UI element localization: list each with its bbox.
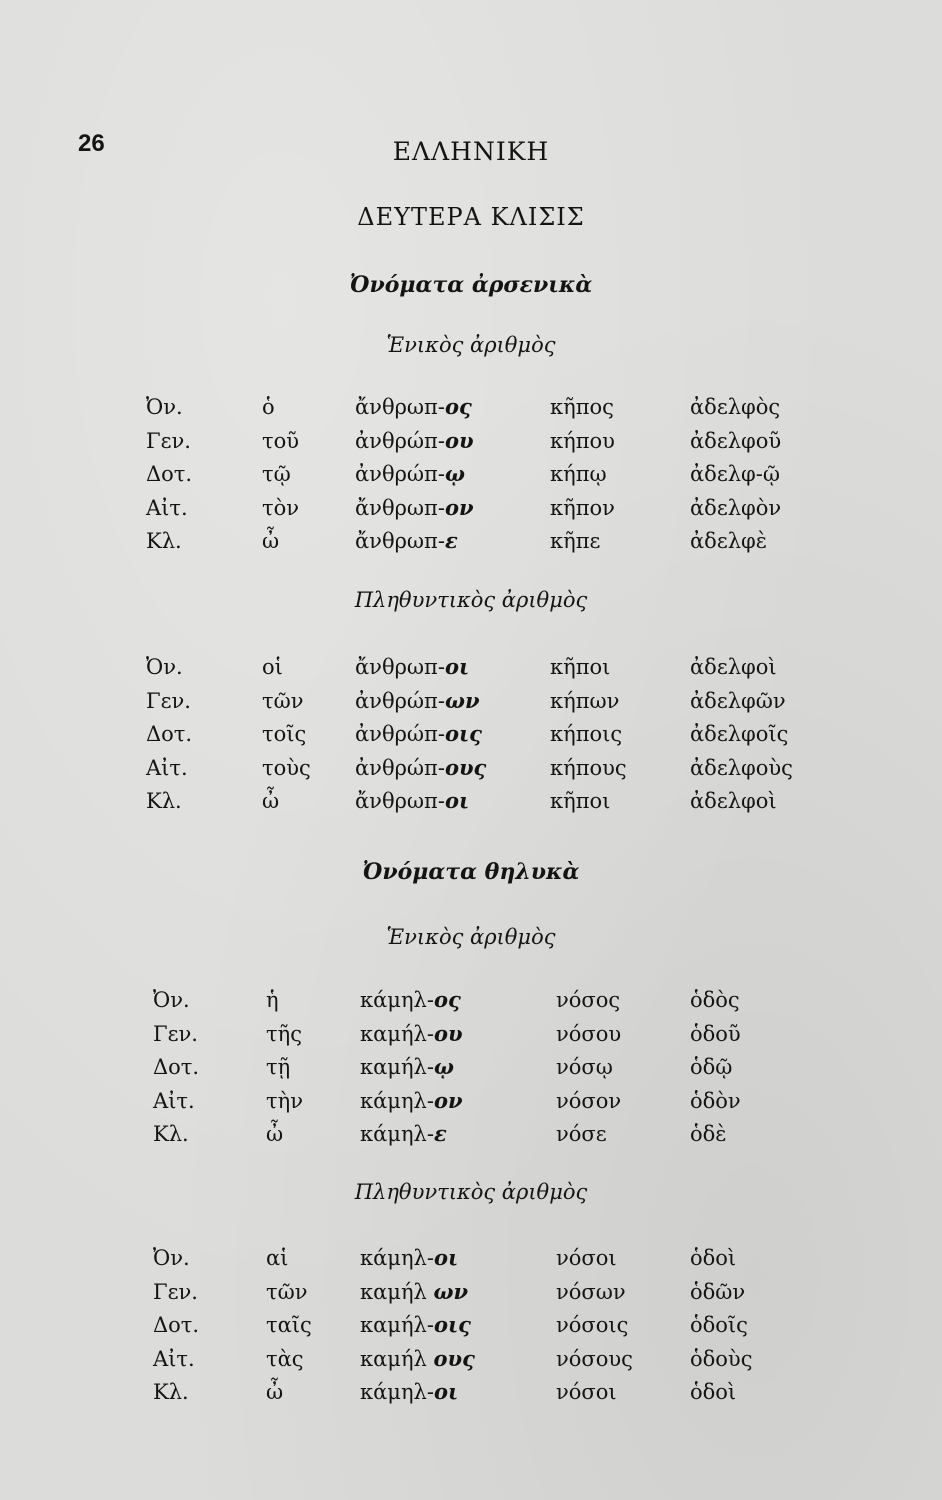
word-stem: ἀνθρώπ- — [355, 755, 445, 780]
paradigm-word — [360, 1344, 475, 1374]
word-ending: ος — [433, 987, 461, 1012]
case-label: Δοτ. — [146, 722, 193, 746]
table-row — [0, 1119, 942, 1153]
article: τῷ — [262, 462, 291, 486]
paradigm-word-3: ὁδὸν — [690, 1088, 741, 1113]
paradigm-word-3: ἀδελφοὶ — [690, 655, 777, 679]
paradigm-word-3: ὁδὸς — [690, 988, 740, 1012]
masculine-singular-label: Ἑνικὸς ἀριθμὸς — [386, 333, 556, 357]
table-row — [0, 426, 942, 460]
masculine-heading: Ὀνόματα ἀρσενικὰ — [349, 272, 593, 298]
table-row — [0, 786, 942, 820]
article: τὸν — [262, 495, 300, 520]
word-stem: ἀνθρώπ- — [355, 722, 445, 746]
word-ending: οις — [444, 721, 482, 746]
paradigm-word — [355, 392, 472, 422]
paradigm-word — [355, 459, 465, 489]
word-ending: οι — [433, 1379, 459, 1404]
case-label: Κλ. — [153, 1122, 189, 1146]
case-label: Αἰτ. — [146, 495, 188, 520]
paradigm-word-3: ὁδοῖς — [690, 1313, 748, 1337]
table-row — [0, 1344, 942, 1378]
article: οἱ — [262, 655, 283, 679]
paradigm-word-3: ἀδελφοῦ — [690, 428, 782, 453]
case-label: Ὀν. — [146, 395, 183, 419]
paradigm-word — [355, 786, 469, 816]
article: τοὺς — [262, 755, 311, 780]
paradigm-word-2: νόσων — [556, 1279, 626, 1304]
word-ending: ε — [444, 528, 458, 553]
paradigm-word-2: νόσους — [556, 1346, 633, 1371]
paradigm-word — [360, 1310, 471, 1340]
case-label: Ὀν. — [153, 1246, 190, 1270]
word-stem: κάμηλ- — [360, 1088, 434, 1113]
article: τὰς — [266, 1346, 304, 1371]
running-head: ΕΛΛΗΝΙΚΗ — [392, 137, 550, 166]
table-row — [0, 1377, 942, 1411]
chapter-title: ΔΕΥΤΕΡΑ ΚΛΙΣΙΣ — [357, 203, 585, 231]
paradigm-word — [360, 1377, 458, 1407]
article: ὁ — [262, 395, 275, 419]
article: τοῖς — [262, 722, 307, 746]
table-row — [0, 1310, 942, 1344]
paradigm-word — [355, 426, 474, 456]
table-row — [0, 392, 942, 426]
paradigm-word-2: νόσοις — [556, 1313, 629, 1337]
article: ὦ — [266, 1380, 284, 1404]
word-ending: ους — [433, 1345, 475, 1371]
feminine-heading: Ὀνόματα θηλυκὰ — [362, 859, 580, 885]
feminine-plural-label: Πληθυντικὸς ἀριθμὸς — [354, 1180, 588, 1204]
table-row — [0, 493, 942, 527]
paradigm-word-3: ὁδοὶ — [690, 1246, 737, 1270]
paradigm-word-2: κήποις — [550, 722, 623, 746]
paradigm-word-2: κῆποι — [550, 789, 611, 813]
feminine-singular-table — [0, 985, 942, 1153]
masculine-plural-table — [0, 652, 942, 820]
paradigm-word — [355, 652, 469, 682]
word-stem: καμήλ — [360, 1279, 434, 1304]
paradigm-word — [360, 1052, 454, 1082]
word-ending: ος — [444, 394, 472, 419]
word-stem: καμήλ- — [360, 1313, 434, 1337]
word-stem: ἄνθρωπ- — [355, 395, 445, 419]
word-stem: ἄνθρωπ- — [355, 529, 445, 553]
article: ἡ — [266, 988, 279, 1012]
word-stem: καμήλ- — [360, 1055, 434, 1079]
word-stem: ἀνθρώπ- — [355, 428, 445, 453]
paradigm-word-3: ἀδελφοὺς — [690, 755, 793, 780]
paradigm-word-3: ἀδελφοὶ — [690, 789, 777, 813]
paradigm-word-2: κήπων — [550, 688, 620, 713]
paradigm-word-2: νόσε — [556, 1122, 607, 1146]
table-row — [0, 753, 942, 787]
paradigm-word-3: ἀδελφὲ — [690, 529, 767, 553]
case-label: Ὀν. — [146, 655, 183, 679]
case-label: Δοτ. — [153, 1313, 200, 1337]
paradigm-word-2: νόσον — [556, 1088, 622, 1113]
word-ending: ῳ — [433, 1054, 454, 1079]
table-row — [0, 526, 942, 560]
word-stem: ἀνθρώπ- — [355, 688, 445, 713]
paradigm-word-3: ἀδελφῶν — [690, 688, 786, 713]
paradigm-word-2: κῆπος — [550, 395, 614, 419]
article: τῆς — [266, 1021, 302, 1046]
paradigm-word-3: ὁδῶν — [690, 1279, 746, 1304]
word-ending: ων — [433, 1278, 469, 1304]
word-ending: ου — [444, 427, 474, 453]
case-label: Γεν. — [146, 428, 191, 453]
case-label: Δοτ. — [153, 1055, 200, 1079]
word-ending: οις — [433, 1312, 471, 1337]
paradigm-word-2: κήπῳ — [550, 462, 607, 486]
article: ὦ — [262, 529, 280, 553]
paradigm-word-3: ὁδὲ — [690, 1122, 727, 1146]
table-row — [0, 686, 942, 720]
paradigm-word — [355, 753, 486, 783]
paradigm-word — [360, 985, 461, 1015]
case-label: Κλ. — [146, 789, 182, 813]
article: τοῦ — [262, 428, 300, 453]
article: αἱ — [266, 1246, 289, 1270]
word-ending: ους — [444, 754, 487, 780]
paradigm-word-3: ἀδελφὸν — [690, 495, 782, 520]
word-stem: καμήλ- — [360, 1021, 434, 1046]
article: τὴν — [266, 1088, 303, 1113]
case-label: Αἰτ. — [153, 1346, 195, 1371]
word-ending: ου — [433, 1020, 463, 1046]
word-stem: κάμηλ- — [360, 1246, 434, 1270]
word-ending: ον — [444, 494, 474, 520]
case-label: Γεν. — [146, 688, 191, 713]
article: ὦ — [262, 789, 280, 813]
paradigm-word-2: κήπου — [550, 428, 615, 453]
case-label: Ὀν. — [153, 988, 190, 1012]
paradigm-word-2: κῆποι — [550, 655, 611, 679]
paradigm-word-2: κῆπον — [550, 495, 615, 520]
case-label: Αἰτ. — [153, 1088, 195, 1113]
word-ending: ον — [433, 1087, 463, 1113]
case-label: Κλ. — [153, 1380, 189, 1404]
word-ending: ῳ — [444, 461, 465, 486]
paradigm-word — [355, 719, 482, 749]
feminine-singular-label: Ἑνικὸς ἀριθμὸς — [386, 925, 556, 949]
paradigm-word-2: νόσοι — [556, 1380, 617, 1404]
article: τῇ — [266, 1055, 291, 1079]
word-stem: κάμηλ- — [360, 1122, 434, 1146]
paradigm-word — [360, 1277, 468, 1307]
case-label: Κλ. — [146, 529, 182, 553]
feminine-plural-table — [0, 1243, 942, 1411]
word-stem: ἄνθρωπ- — [355, 495, 445, 520]
paradigm-word-2: νόσοι — [556, 1246, 617, 1270]
word-ending: οι — [433, 1245, 459, 1270]
paradigm-word-2: νόσου — [556, 1021, 622, 1046]
word-stem: κάμηλ- — [360, 988, 434, 1012]
paradigm-word-3: ἀδελφὸς — [690, 395, 781, 419]
paradigm-word-2: κήπους — [550, 755, 627, 780]
paradigm-word — [360, 1019, 463, 1049]
paradigm-word — [360, 1119, 447, 1149]
word-stem: καμήλ — [360, 1346, 434, 1371]
table-row — [0, 1019, 942, 1053]
table-row — [0, 719, 942, 753]
page-number: 26 — [78, 130, 105, 157]
case-label: Γεν. — [153, 1279, 198, 1304]
word-ending: ε — [433, 1121, 447, 1146]
word-stem: κάμηλ- — [360, 1380, 434, 1404]
word-stem: ἀνθρώπ- — [355, 462, 445, 486]
article: τῶν — [266, 1279, 308, 1304]
table-row — [0, 1243, 942, 1277]
paradigm-word-3: ἀδελφοῖς — [690, 722, 789, 746]
paradigm-word-3: ὁδοῦ — [690, 1021, 741, 1046]
table-row — [0, 1086, 942, 1120]
masculine-singular-table — [0, 392, 942, 560]
case-label: Δοτ. — [146, 462, 193, 486]
case-label: Αἰτ. — [146, 755, 188, 780]
paradigm-word-3: ὁδοὺς — [690, 1346, 753, 1371]
paradigm-word-3: ἀδελφ-ῷ — [690, 462, 780, 486]
paradigm-word-2: κῆπε — [550, 529, 601, 553]
paradigm-word-2: νόσος — [556, 988, 621, 1012]
table-row — [0, 1052, 942, 1086]
paradigm-word — [355, 686, 480, 716]
word-ending: οι — [444, 654, 470, 679]
word-ending: οι — [444, 788, 470, 813]
paradigm-word — [360, 1086, 463, 1116]
table-row — [0, 652, 942, 686]
case-label: Γεν. — [153, 1021, 198, 1046]
table-row — [0, 1277, 942, 1311]
article: ὦ — [266, 1122, 284, 1146]
article: ταῖς — [266, 1313, 312, 1337]
table-row — [0, 459, 942, 493]
paradigm-word-2: νόσῳ — [556, 1055, 613, 1079]
paradigm-word — [355, 493, 474, 523]
word-ending: ων — [444, 687, 480, 713]
paradigm-word — [355, 526, 458, 556]
paradigm-word-3: ὁδῷ — [690, 1055, 733, 1079]
table-row — [0, 985, 942, 1019]
paradigm-word-3: ὁδοὶ — [690, 1380, 737, 1404]
word-stem: ἄνθρωπ- — [355, 789, 445, 813]
word-stem: ἄνθρωπ- — [355, 655, 445, 679]
masculine-plural-label: Πληθυντικὸς ἀριθμὸς — [354, 588, 588, 612]
article: τῶν — [262, 688, 304, 713]
paradigm-word — [360, 1243, 458, 1273]
